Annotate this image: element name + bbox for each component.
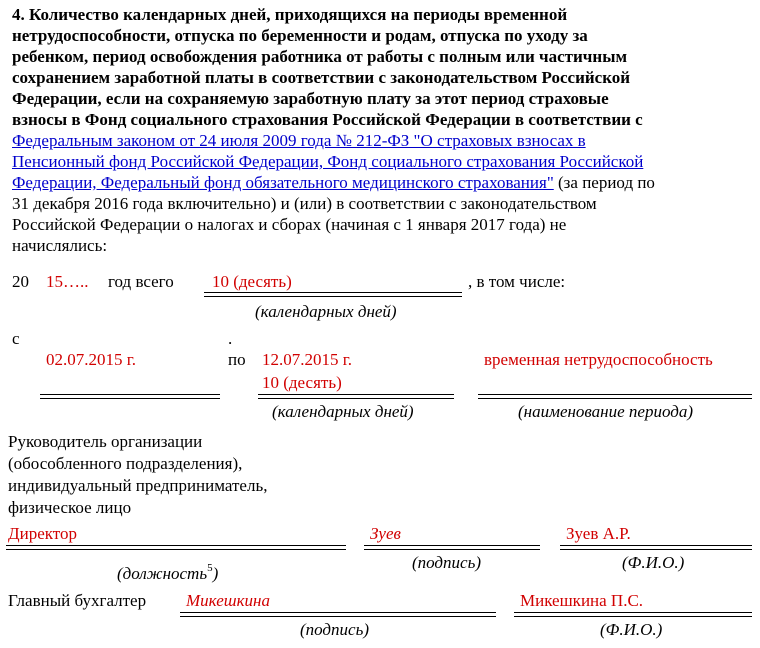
total-days-value[interactable]: 10 (десять) — [212, 272, 292, 291]
head-position-underline — [6, 545, 346, 546]
bold-line: нетрудоспособности, отпуска по беременности и родам, отпуска по уходу за — [12, 26, 588, 45]
head-position-value[interactable]: Директор — [8, 524, 77, 543]
bold-line: взносы в Фонд социального страхования Российской Федерации в соответствии с — [12, 110, 643, 129]
text-line: 31 декабря 2016 года включительно) и (или) в соответствии с законодательством — [12, 194, 597, 213]
head-position-underline — [6, 549, 346, 550]
total-days-underline — [204, 292, 462, 293]
period-from-value[interactable]: 02.07.2015 г. — [46, 350, 137, 369]
position-caption-close: ) — [212, 564, 219, 583]
period-name-underline — [478, 394, 752, 395]
period-from-underline — [40, 398, 220, 399]
bold-line: Федерации, если на сохраняемую заработную плату за этот период страховые — [12, 89, 609, 108]
including-label: , в том числе: — [468, 272, 566, 291]
accountant-signature-value[interactable]: Микешкина — [186, 591, 270, 610]
accountant-signature-underline — [180, 612, 496, 613]
accountant-name-underline — [514, 612, 752, 613]
accountant-signature-underline — [180, 616, 496, 617]
accountant-name-value[interactable]: Микешкина П.С. — [520, 591, 644, 610]
position-caption-text: (должность — [117, 564, 208, 583]
bold-line: ребенком, период освобождения работника от работы с полным или частичным — [12, 47, 628, 66]
head-title-line: Руководитель организации — [8, 432, 203, 451]
head-signature-underline — [364, 549, 540, 550]
head-title-line: (обособленного подразделения), — [8, 454, 243, 473]
separator-dot: . — [228, 329, 233, 348]
period-days-underline — [258, 398, 454, 399]
period-days-value[interactable]: 10 (десять) — [262, 373, 342, 392]
head-signature-caption: (подпись) — [412, 553, 481, 572]
bold-line: сохранением заработной платы в соответствии с законодательством Российской — [12, 68, 631, 87]
to-label: по — [228, 350, 246, 369]
head-position-caption — [117, 564, 218, 584]
period-days-caption: (календарных дней) — [272, 402, 414, 421]
year-value[interactable]: 15….. — [46, 272, 89, 291]
period-name-underline — [478, 398, 752, 399]
head-name-caption: (Ф.И.О.) — [622, 553, 685, 572]
period-note: (за период по — [553, 173, 655, 192]
period-from-underline — [40, 394, 220, 395]
accountant-label: Главный бухгалтер — [8, 591, 147, 610]
period-to-value[interactable]: 12.07.2015 г. — [262, 350, 353, 369]
accountant-name-caption: (Ф.И.О.) — [600, 620, 663, 639]
period-days-underline — [258, 394, 454, 395]
accountant-name-underline — [514, 616, 752, 617]
head-signature-underline — [364, 545, 540, 546]
footnote-marker: 5 — [207, 562, 213, 574]
text-line: начислялись: — [12, 236, 108, 255]
accountant-signature-caption: (подпись) — [300, 620, 369, 639]
section-4-paragraph — [12, 4, 752, 256]
period-name-caption: (наименование периода) — [518, 402, 693, 421]
period-name-value[interactable]: временная нетрудоспособность — [484, 350, 713, 369]
total-days-caption: (календарных дней) — [255, 302, 397, 321]
text-line: Российской Федерации о налогах и сборах (начиная с 1 января 2017 года) не — [12, 215, 567, 234]
law-link-line[interactable]: Пенсионный фонд Российской Федерации, Фонд социального страхования Российской — [12, 152, 644, 171]
head-signature-value[interactable]: Зуев — [370, 524, 401, 543]
head-name-underline — [560, 545, 752, 546]
head-title-line: индивидуальный предприниматель, — [8, 476, 268, 495]
total-days-underline — [204, 296, 462, 297]
from-label: с — [12, 329, 20, 348]
total-label: год всего — [108, 272, 174, 291]
bold-line: 4. Количество календарных дней, приходящихся на периоды временной — [12, 5, 568, 24]
year-prefix: 20 — [12, 272, 29, 291]
law-link-line[interactable]: Федерации, Федеральный фонд обязательного медицинского страхования" — [12, 173, 554, 192]
law-link-line-row — [12, 172, 752, 193]
head-name-value[interactable]: Зуев А.Р. — [566, 524, 631, 543]
head-title-line: физическое лицо — [8, 498, 132, 517]
head-name-underline — [560, 549, 752, 550]
law-link-line[interactable]: Федеральным законом от 24 июля 2009 года № 212-ФЗ "О страховых взносах в — [12, 131, 586, 150]
